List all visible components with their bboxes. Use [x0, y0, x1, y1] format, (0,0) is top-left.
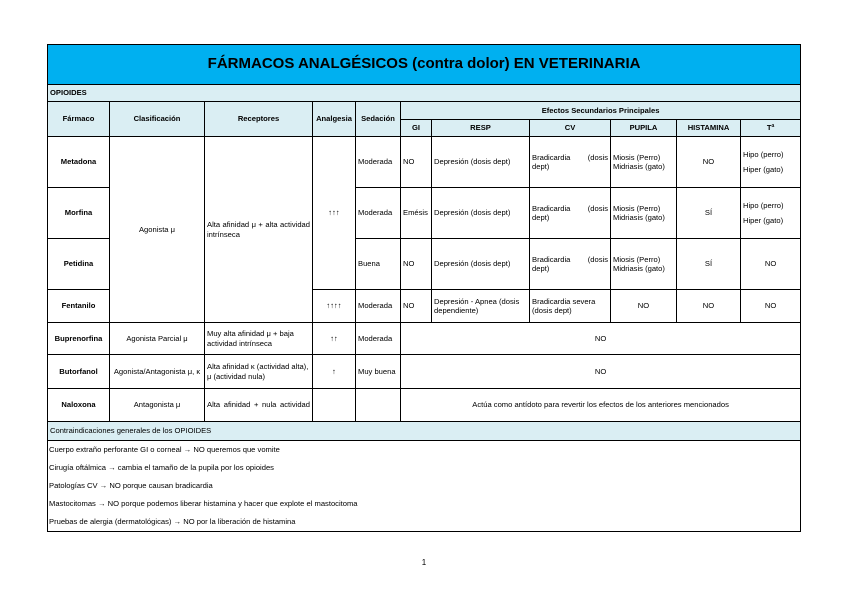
table-row: [48, 355, 801, 389]
header-gi: GI: [401, 120, 432, 137]
receptores-cell: Alta afinidad μ + alta actividad intrínseca: [205, 137, 313, 323]
list-item: Pruebas de alergia (dermatológicas) → NO por la liberación de histamina: [48, 513, 801, 532]
table-row: [48, 389, 801, 422]
t-cell: Hipo (perro) Hiper (gato): [741, 188, 801, 239]
sedacion-cell: Moderada: [356, 323, 401, 355]
gi-cell: NO: [401, 137, 432, 188]
header-analgesia: Analgesia: [313, 102, 356, 137]
sedacion-cell: Moderada: [356, 188, 401, 239]
header-histamina: HISTAMINA: [677, 120, 741, 137]
sedacion-cell: Muy buena: [356, 355, 401, 389]
list-item: Cirugía oftálmica → cambia el tamaño de la pupila por los opioides: [48, 459, 801, 477]
header-t: Tª: [741, 120, 801, 137]
contraindications-title: Contraindicaciones generales de los OPIOIDES: [48, 422, 801, 441]
cv-cell: Bradicardia severa (dosis dept): [530, 290, 611, 323]
farmaco-cell: Morfina: [48, 188, 110, 239]
t-cell: NO: [741, 290, 801, 323]
sedacion-cell: Moderada: [356, 137, 401, 188]
analgesia-cell: ↑↑: [313, 323, 356, 355]
opioid-table: [47, 44, 801, 532]
clasificacion-cell: Antagonista μ: [110, 389, 205, 422]
resp-cell: Depresión (dosis dept): [432, 137, 530, 188]
clasificacion-cell: Agonista μ: [110, 137, 205, 323]
pupila-cell: Miosis (Perro) Midriasis (gato): [611, 239, 677, 290]
analgesia-cell: [313, 389, 356, 422]
sedacion-cell: Moderada: [356, 290, 401, 323]
header-cv: CV: [530, 120, 611, 137]
sedacion-cell: Buena: [356, 239, 401, 290]
farmaco-cell: Petidina: [48, 239, 110, 290]
farmaco-cell: Buprenorfina: [48, 323, 110, 355]
pupila-cell: Miosis (Perro) Midriasis (gato): [611, 137, 677, 188]
page-number: 1: [421, 558, 427, 567]
histamina-cell: SÍ: [677, 239, 741, 290]
analgesia-cell: ↑↑↑: [313, 137, 356, 290]
header-receptores: Receptores: [205, 102, 313, 137]
doc-title: FÁRMACOS ANALGÉSICOS (contra dolor) EN VETERINARIA: [48, 45, 801, 85]
gi-cell: Emésis: [401, 188, 432, 239]
list-item: Cuerpo extraño perforante GI o corneal → NO queremos que vomite: [48, 441, 801, 460]
efectos-cell: NO: [401, 323, 801, 355]
header-farmaco: Fármaco: [48, 102, 110, 137]
receptores-cell: Alta afinidad κ (actividad alta), μ (actividad nula): [205, 355, 313, 389]
list-item: Patologías CV → NO porque causan bradicardia: [48, 477, 801, 495]
gi-cell: NO: [401, 239, 432, 290]
clasificacion-cell: Agonista/Antagonista μ, κ: [110, 355, 205, 389]
header-sedacion: Sedación: [356, 102, 401, 137]
histamina-cell: SÍ: [677, 188, 741, 239]
farmaco-cell: Fentanilo: [48, 290, 110, 323]
t-cell: Hipo (perro) Hiper (gato): [741, 137, 801, 188]
header-clasificacion: Clasificación: [110, 102, 205, 137]
efectos-cell: NO: [401, 355, 801, 389]
table-row: [48, 323, 801, 355]
farmaco-cell: Naloxona: [48, 389, 110, 422]
resp-cell: Depresión (dosis dept): [432, 239, 530, 290]
table-row: [48, 137, 801, 188]
clasificacion-cell: Agonista Parcial μ: [110, 323, 205, 355]
resp-cell: Depresión - Apnea (dosis dependiente): [432, 290, 530, 323]
gi-cell: NO: [401, 290, 432, 323]
header-resp: RESP: [432, 120, 530, 137]
t-cell: NO: [741, 239, 801, 290]
section-label: OPIOIDES: [48, 85, 801, 102]
farmaco-cell: Butorfanol: [48, 355, 110, 389]
resp-cell: Depresión (dosis dept): [432, 188, 530, 239]
efectos-cell: Actúa como antídoto para revertir los efectos de los anteriores mencionados: [401, 389, 801, 422]
sedacion-cell: [356, 389, 401, 422]
list-item: Mastocitomas → NO porque podemos liberar histamina y hacer que explote el mastocitoma: [48, 495, 801, 513]
analgesia-cell: ↑↑↑↑: [313, 290, 356, 323]
cv-cell: Bradicardia (dosis dept): [530, 188, 611, 239]
analgesia-cell: ↑: [313, 355, 356, 389]
pupila-cell: NO: [611, 290, 677, 323]
histamina-cell: NO: [677, 137, 741, 188]
header-pupila: PUPILA: [611, 120, 677, 137]
receptores-cell: Muy alta afinidad μ + baja actividad intrínseca: [205, 323, 313, 355]
histamina-cell: NO: [677, 290, 741, 323]
cv-cell: Bradicardia (dosis dept): [530, 239, 611, 290]
pupila-cell: Miosis (Perro) Midriasis (gato): [611, 188, 677, 239]
cv-cell: Bradicardia (dosis dept): [530, 137, 611, 188]
document: [47, 44, 800, 532]
header-efectos: Efectos Secundarios Principales: [401, 102, 801, 120]
receptores-cell: Alta afinidad + nula actividad: [205, 389, 313, 422]
farmaco-cell: Metadona: [48, 137, 110, 188]
